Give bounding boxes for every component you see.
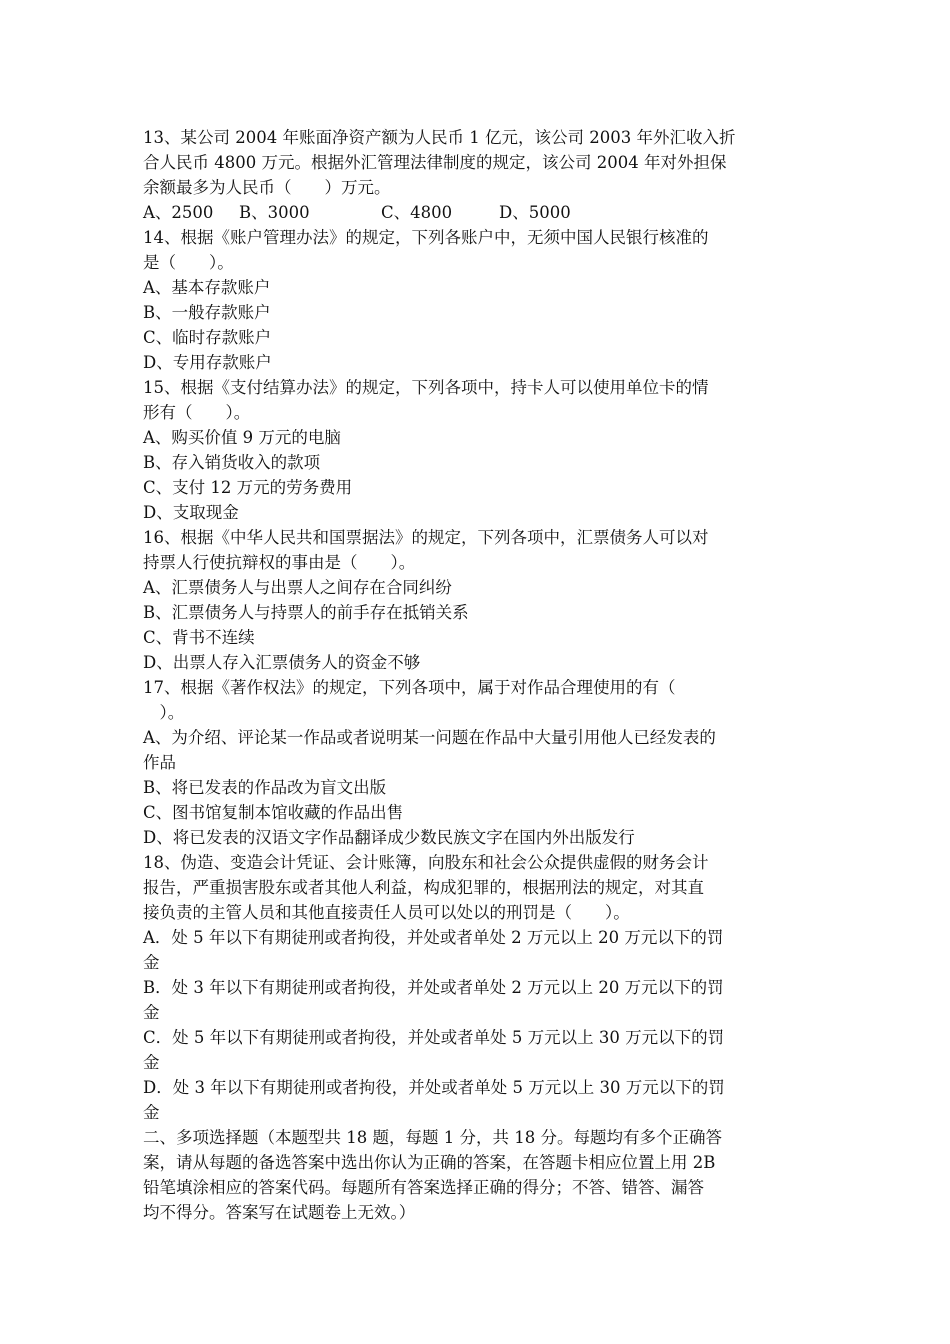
question-text-line: 余额最多为人民币（ ）万元。 xyxy=(143,178,391,197)
section-text-line: 二、多项选择题（本题型共 18 题，每题 1 分，共 18 分。每题均有多个正确答 xyxy=(143,1128,722,1147)
option-c-continued: 金 xyxy=(143,1053,160,1072)
option-b: B．处 3 年以下有期徒刑或者拘役，并处或者单处 2 万元以上 20 万元以下的罚 xyxy=(143,978,724,997)
option-c: C、临时存款账户 xyxy=(143,328,272,347)
option-b: B、一般存款账户 xyxy=(143,303,271,322)
section-text-line: 铅笔填涂相应的答案代码。每题所有答案选择正确的得分；不答、错答、漏答 xyxy=(143,1178,704,1197)
section-text-line: 均不得分。答案写在试题卷上无效。） xyxy=(143,1203,416,1222)
question-text-line: 16、根据《中华人民共和国票据法》的规定，下列各项中，汇票债务人可以对 xyxy=(143,528,709,547)
question-text-line: 14、根据《账户管理办法》的规定，下列各账户中，无须中国人民银行核准的 xyxy=(143,228,709,247)
question-text-line: 17、根据《著作权法》的规定，下列各项中，属于对作品合理使用的有（ xyxy=(143,678,676,697)
option-d: D．处 3 年以下有期徒刑或者拘役，并处或者单处 5 万元以上 30 万元以下的罚 xyxy=(143,1078,725,1097)
question-16 xyxy=(143,525,808,675)
option-row xyxy=(143,200,808,225)
option-a: A．处 5 年以下有期徒刑或者拘役，并处或者单处 2 万元以上 20 万元以下的罚 xyxy=(143,928,724,947)
option-c: C、图书馆复制本馆收藏的作品出售 xyxy=(143,803,404,822)
option-d: D、专用存款账户 xyxy=(143,353,272,372)
question-text-line: 18、伪造、变造会计凭证、会计账簿，向股东和社会公众提供虚假的财务会计 xyxy=(143,853,709,872)
question-text-line: 15、根据《支付结算办法》的规定，下列各项中，持卡人可以使用单位卡的情 xyxy=(143,378,709,397)
option-b-continued: 金 xyxy=(143,1003,160,1022)
question-text-line: 是（ ）。 xyxy=(143,253,234,272)
option-a-continued: 金 xyxy=(143,953,160,972)
question-text-line: 13、某公司 2004 年账面净资产额为人民币 1 亿元，该公司 2003 年外汇收入折 xyxy=(143,128,736,147)
option-c: C．处 5 年以下有期徒刑或者拘役，并处或者单处 5 万元以上 30 万元以下的罚 xyxy=(143,1028,725,1047)
section-2-heading xyxy=(143,1125,808,1225)
option-a: A、2500 xyxy=(143,203,214,222)
question-text-line: 报告，严重损害股东或者其他人利益，构成犯罪的，根据刑法的规定，对其直 xyxy=(143,878,704,897)
option-a: A、基本存款账户 xyxy=(143,278,271,297)
option-d: D、5000 xyxy=(499,203,571,222)
question-text-line: ）。 xyxy=(143,703,185,722)
question-text-line: 接负责的主管人员和其他直接责任人员可以处以的刑罚是（ ）。 xyxy=(143,903,630,922)
option-a: A、汇票债务人与出票人之间存在合同纠纷 xyxy=(143,578,452,597)
option-b: B、3000 xyxy=(239,203,310,222)
question-15 xyxy=(143,375,808,525)
option-a: A、为介绍、评论某一作品或者说明某一问题在作品中大量引用他人已经发表的 xyxy=(143,728,716,747)
question-17 xyxy=(143,675,808,850)
option-d: D、支取现金 xyxy=(143,503,239,522)
question-text-line: 合人民币 4800 万元。根据外汇管理法律制度的规定，该公司 2004 年对外担保 xyxy=(143,153,727,172)
section-text-line: 案，请从每题的备选答案中选出你认为正确的答案，在答题卡相应位置上用 2B xyxy=(143,1153,716,1172)
option-d: D、出票人存入汇票债务人的资金不够 xyxy=(143,653,421,672)
option-d: D、将已发表的汉语文字作品翻译成少数民族文字在国内外出版发行 xyxy=(143,828,635,847)
option-d-continued: 金 xyxy=(143,1103,160,1122)
option-b: B、将已发表的作品改为盲文出版 xyxy=(143,778,387,797)
option-b: B、汇票债务人与持票人的前手存在抵销关系 xyxy=(143,603,469,622)
option-c: C、4800 xyxy=(381,203,453,222)
question-text-line: 持票人行使抗辩权的事由是（ ）。 xyxy=(143,553,416,572)
option-a: A、购买价值 9 万元的电脑 xyxy=(143,428,341,447)
question-13 xyxy=(143,125,808,225)
option-c: C、背书不连续 xyxy=(143,628,255,647)
option-c: C、支付 12 万元的劳务费用 xyxy=(143,478,353,497)
question-text-line: 形有（ ）。 xyxy=(143,403,251,422)
question-14 xyxy=(143,225,808,375)
option-a-continued: 作品 xyxy=(143,753,176,772)
question-18 xyxy=(143,850,808,1125)
document-page xyxy=(143,125,808,1225)
option-b: B、存入销货收入的款项 xyxy=(143,453,321,472)
